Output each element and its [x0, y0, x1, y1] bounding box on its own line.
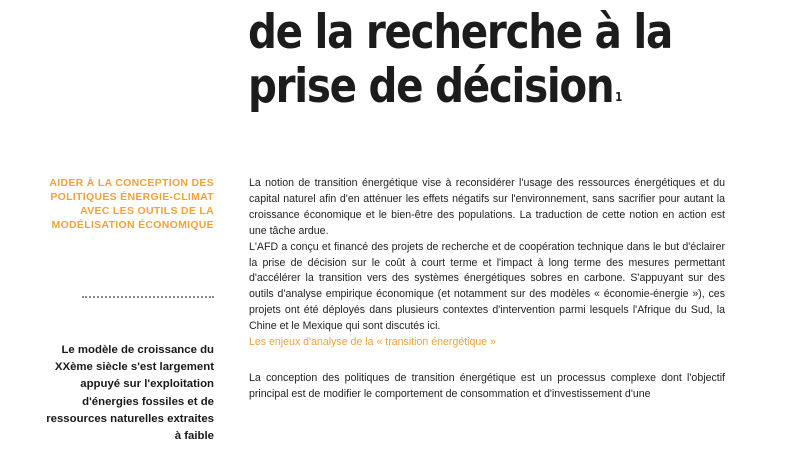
- title-line-3: [248, 60, 695, 114]
- title-line-2: de la recherche à la: [248, 5, 672, 60]
- sidebar-heading: AIDER À LA CONCEPTION DES POLITIQUES ÉNERGIE-CLIMAT AVEC LES OUTILS DE LA MODÉLISATION ÉCONOMIQUE: [49, 177, 214, 231]
- footnote-mark[interactable]: 1: [615, 90, 623, 104]
- title-line-3-text: prise de décision: [248, 59, 614, 114]
- body-paragraph-1: La notion de transition énergétique vise à reconsidérer l'usage des ressources énergétiques et du capital naturel afin d'en atténuer les effets négatifs sur l'environnement, sans sacrifier pour autant la croissance économique et le bien-être des populations. La traduction de cette notion en action est une tâche ardue.: [249, 177, 725, 237]
- body-paragraph-3: La conception des politiques de transition énergétique est un processus complexe dont l'objectif principal est de modifier le comportement de consommation et d'investissement d'une: [249, 371, 725, 400]
- document-title: [248, 0, 695, 114]
- body-paragraph-2: L'AFD a conçu et financé des projets de recherche et de coopération technique dans le but d'éclairer la prise de décision sur le coût à court terme et l'impact à long terme des mesures permettant d'accélérer la transition vers des systèmes énergétiques sobres en carbone. S'appuyant sur des outils d'analyse empirique économique (et notamment sur des modèles « économie-énergie »), ces projets ont été déployés dans plusieurs contextes d'intervention parmi lesquels l'Afrique du Sud, la Chine et le Mexique qui sont discutés ici.: [249, 240, 725, 333]
- main-body: [249, 176, 725, 403]
- sidebar-divider: [82, 296, 214, 298]
- section-heading: Les enjeux d'analyse de la « transition énergétique »: [249, 336, 497, 349]
- sidebar-pull-text: Le modèle de croissance du XXème siècle s'est largement appuyé sur l'exploitation d'énergies fossiles et de ressources naturelles extraites à faible: [46, 344, 214, 443]
